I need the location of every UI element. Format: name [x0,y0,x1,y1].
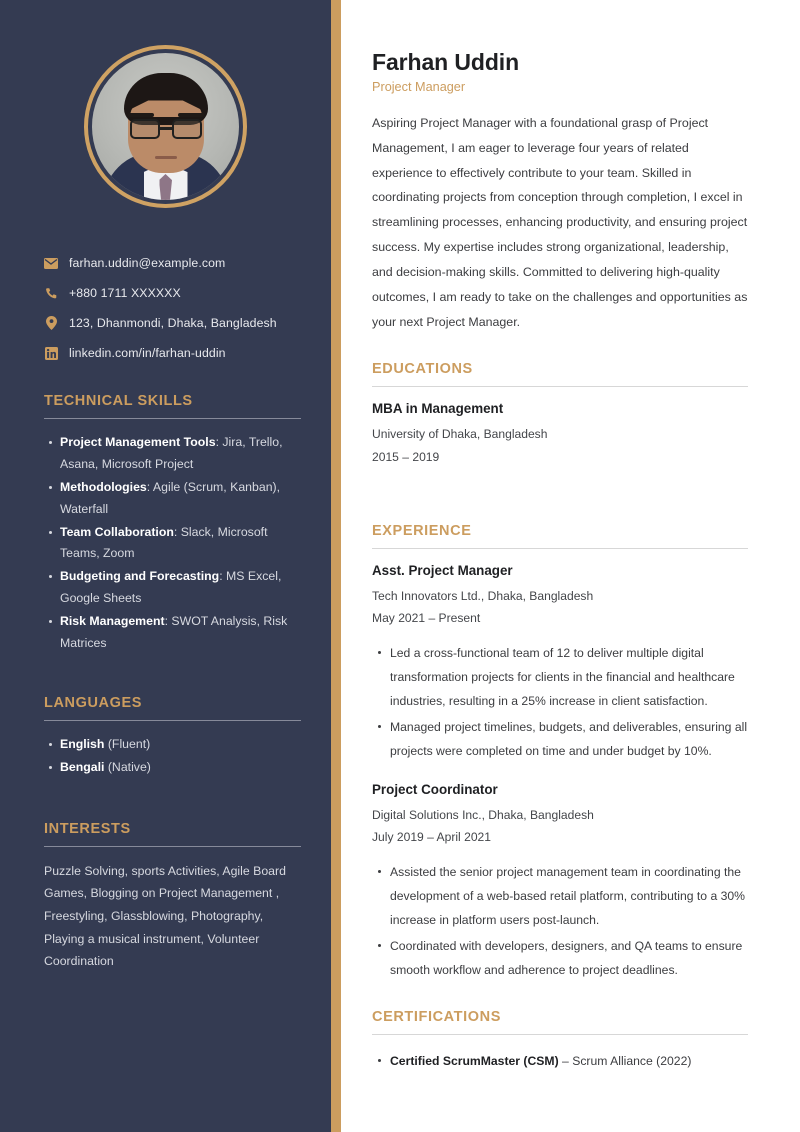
section-interests [0,821,331,974]
technical-skills-heading: TECHNICAL SKILLS [44,393,193,409]
language-label: Bengali [60,759,105,774]
divider [44,418,301,419]
experience-heading: EXPERIENCE [372,523,472,540]
list-item [60,566,301,610]
divider [372,1034,748,1035]
language-value: (Native) [104,759,151,774]
profile-photo-ring [84,45,247,208]
skill-value: : Slack, Microsoft Teams, Zoom [60,524,268,561]
education-dates: 2015 – 2019 [372,449,440,464]
skill-label: Project Management Tools [60,435,216,449]
contact-linkedin-text: linkedin.com/in/farhan-uddin [69,346,226,360]
experience-dates: May 2021 – Present [372,611,481,626]
certification-label: Certified ScrumMaster (CSM) [390,1053,559,1068]
certifications-heading: CERTIFICATIONS [372,1008,501,1025]
divider [372,548,748,549]
languages-list [44,734,301,779]
contact-address[interactable] [44,316,301,330]
language-label: English [60,736,105,751]
list-item: Managed project timelines, budgets, and deliverables, ensuring all projects were completed on time and under budget by 10%. [390,715,748,763]
list-item [60,757,301,779]
section-certifications [372,1009,748,1073]
section-educations [372,361,748,496]
phone-icon [44,286,58,300]
job-role-subtitle: Project Manager [372,80,466,94]
certifications-list [372,1049,748,1073]
skill-label: Team Collaboration [60,524,174,539]
list-item [390,1049,748,1073]
sidebar [0,0,331,1132]
skill-label: Risk Management [60,614,165,628]
experience-company: Tech Innovators Ltd., Dhaka, Bangladesh [372,589,594,604]
education-degree: MBA in Management [372,401,504,417]
experience-entry [372,782,748,982]
certification-value: – Scrum Alliance (2022) [558,1053,692,1068]
section-experience [372,523,748,982]
skill-label: Methodologies [60,479,147,494]
contact-email-text: farhan.uddin@example.com [69,256,226,270]
contact-list [0,256,331,360]
list-item: Coordinated with developers, designers, and QA teams to ensure smooth workflow and adherence to project deadlines. [390,934,748,982]
list-item [60,432,301,476]
list-item [60,611,301,655]
profile-photo-wrapper [0,0,331,208]
language-value: (Fluent) [104,736,151,751]
section-technical-skills [0,393,331,655]
list-item [60,477,301,521]
contact-phone[interactable] [44,286,301,300]
page-title: Farhan Uddin [372,49,520,75]
education-entry [372,401,748,468]
section-languages [0,695,331,779]
skill-value: : SWOT Analysis, Risk Matrices [60,614,288,650]
gold-accent-strip [331,0,341,1132]
contact-address-text: 123, Dhanmondi, Dhaka, Bangladesh [69,316,277,330]
list-item: Assisted the senior project management team in coordinating the development of a web-based retail platform, contributing to a 30% increase in platform users post-launch. [390,860,748,932]
skill-value: : Agile (Scrum, Kanban), Waterfall [60,479,281,516]
main-content [341,0,800,1132]
interests-text: Puzzle Solving, sports Activities, Agile Board Games, Blogging on Project Management , Freestyling, Glassblowing, Photography, Playing a musical instrument, Volunteer Coordination [44,863,286,969]
experience-entry [372,563,748,763]
divider [44,846,301,847]
location-icon [44,316,58,330]
email-icon [44,256,58,270]
skill-value: : Jira, Trello, Asana, Microsoft Project [60,435,283,471]
list-item [60,734,301,756]
experience-dates: July 2019 – April 2021 [372,830,492,845]
experience-job-title: Asst. Project Manager [372,563,513,579]
skill-label: Budgeting and Forecasting [60,569,220,584]
languages-heading: LANGUAGES [44,694,143,711]
contact-phone-text: +880 1711 XXXXXX [69,286,181,300]
experience-job-title: Project Coordinator [372,781,498,797]
experience-bullets [372,860,748,982]
contact-email[interactable] [44,256,301,270]
technical-skills-list [44,432,301,655]
list-item [60,522,301,566]
divider [372,386,748,387]
contact-linkedin[interactable] [44,346,301,360]
divider [44,720,301,721]
profile-photo [92,53,239,200]
professional-summary: Aspiring Project Manager with a foundational grasp of Project Management, I am eager to leverage four years of related experience to effectively contribute to your team. Skilled in coordinating projects from conception through completion, I excel in streamlining processes, enhancing productivity, and ensuring project success. My expertise includes strong organizational, leadership, and decision-making skills. Committed to delivering high-quality outcomes, I am ready to take on the challenges and opportunities as your next Project Manager. [372,116,748,329]
education-institution: University of Dhaka, Bangladesh [372,427,548,442]
list-item: Led a cross-functional team of 12 to deliver multiple digital transformation projects for clients in the financial and healthcare industries, resulting in a 25% increase in client satisfaction. [390,641,748,713]
educations-heading: EDUCATIONS [372,361,473,378]
skill-value: : MS Excel, Google Sheets [60,569,282,606]
interests-heading: INTERESTS [44,820,131,837]
experience-bullets [372,641,748,763]
experience-company: Digital Solutions Inc., Dhaka, Bangladesh [372,807,594,822]
linkedin-icon [44,346,58,360]
